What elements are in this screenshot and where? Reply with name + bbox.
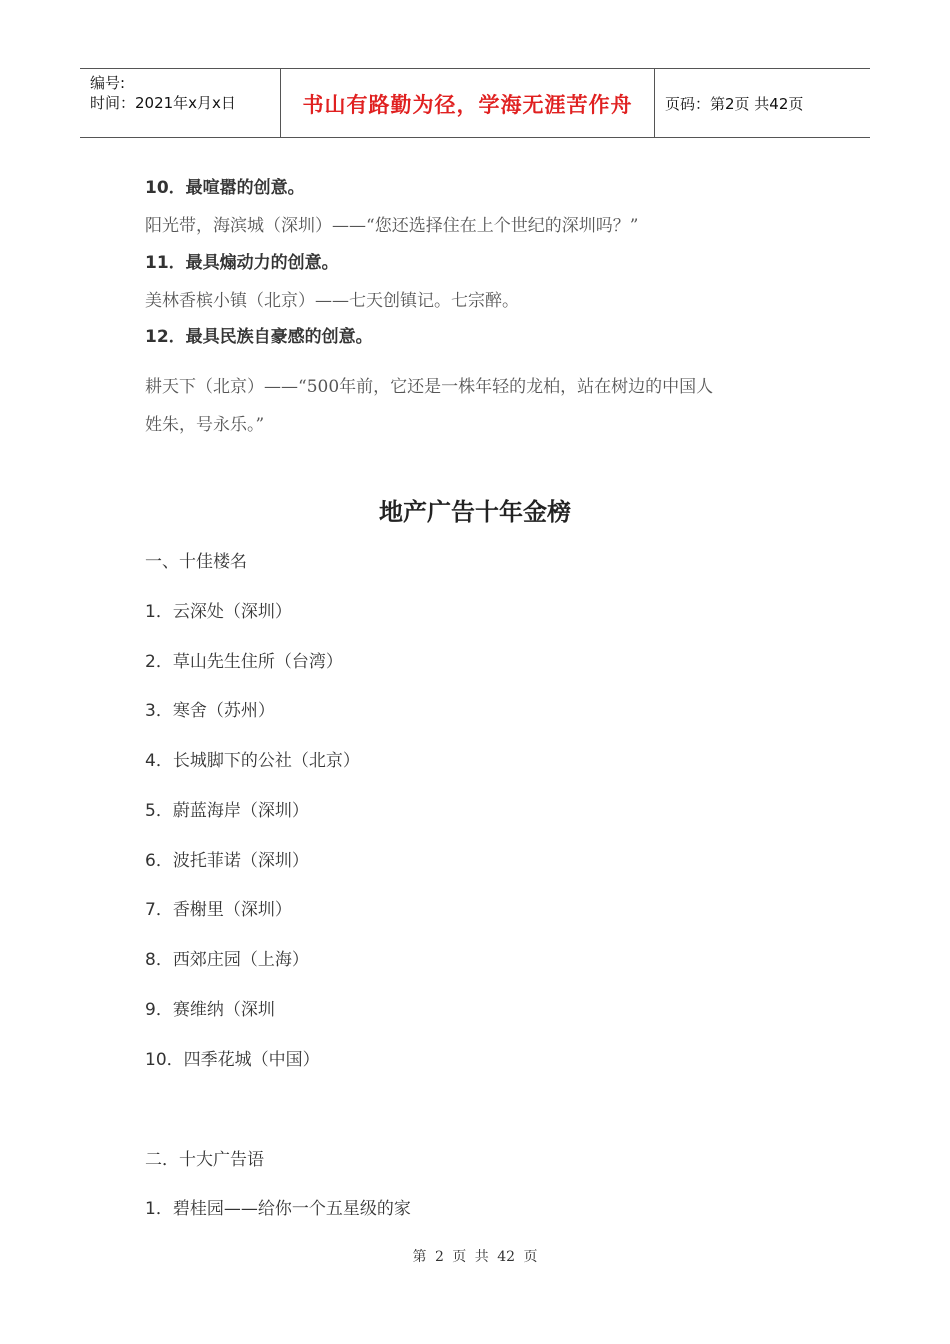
list-item: 4．长城脚下的公社（北京） [145, 751, 360, 771]
list-item: 1．云深处（深圳） [145, 602, 292, 622]
list-item: 7．香榭里（深圳） [145, 900, 292, 920]
creative-heading-10: 10．最喧嚣的创意。 [145, 178, 305, 198]
number-label: 编号: [90, 74, 126, 92]
header-table [80, 68, 870, 138]
creative-desc-10: 阳光带，海滨城（深圳）——“您还选择住在上个世纪的深圳吗？” [145, 216, 639, 236]
creative-heading-11: 11．最具煽动力的创意。 [145, 253, 339, 273]
page-info: 页码：第2页 共42页 [665, 94, 804, 113]
part2-heading: 二．十大广告语 [145, 1150, 264, 1170]
list-item: 8．西郊庄园（上海） [145, 950, 309, 970]
page-footer: 第 2 页 共 42 页 [412, 1249, 538, 1265]
section-title: 地产广告十年金榜 [379, 498, 571, 526]
list-item: 10．四季花城（中国） [145, 1050, 320, 1070]
creative-desc-12-line2: 姓朱，号永乐。” [145, 415, 265, 435]
list-item: 1．碧桂园——给你一个五星级的家 [145, 1199, 411, 1219]
creative-heading-12: 12．最具民族自豪感的创意。 [145, 327, 373, 347]
list-item: 3．寒舍（苏州） [145, 701, 275, 721]
creative-desc-11: 美林香槟小镇（北京）——七天创镇记。七宗醉。 [145, 291, 519, 311]
list-item: 5．蔚蓝海岸（深圳） [145, 801, 309, 821]
time-label: 时间：2021年x月x日 [90, 94, 236, 112]
part1-heading: 一、十佳楼名 [145, 552, 247, 572]
list-item: 9．赛维纳（深圳 [145, 1000, 275, 1020]
header-meta-cell [80, 69, 281, 137]
list-item: 6．波托菲诺（深圳） [145, 851, 309, 871]
motto: 书山有路勤为径，学海无涯苦作舟 [281, 69, 655, 137]
creative-desc-12-line1: 耕天下（北京）——“500年前，它还是一株年轻的龙柏，站在树边的中国人 [145, 377, 714, 397]
list-item: 2．草山先生住所（台湾） [145, 652, 343, 672]
